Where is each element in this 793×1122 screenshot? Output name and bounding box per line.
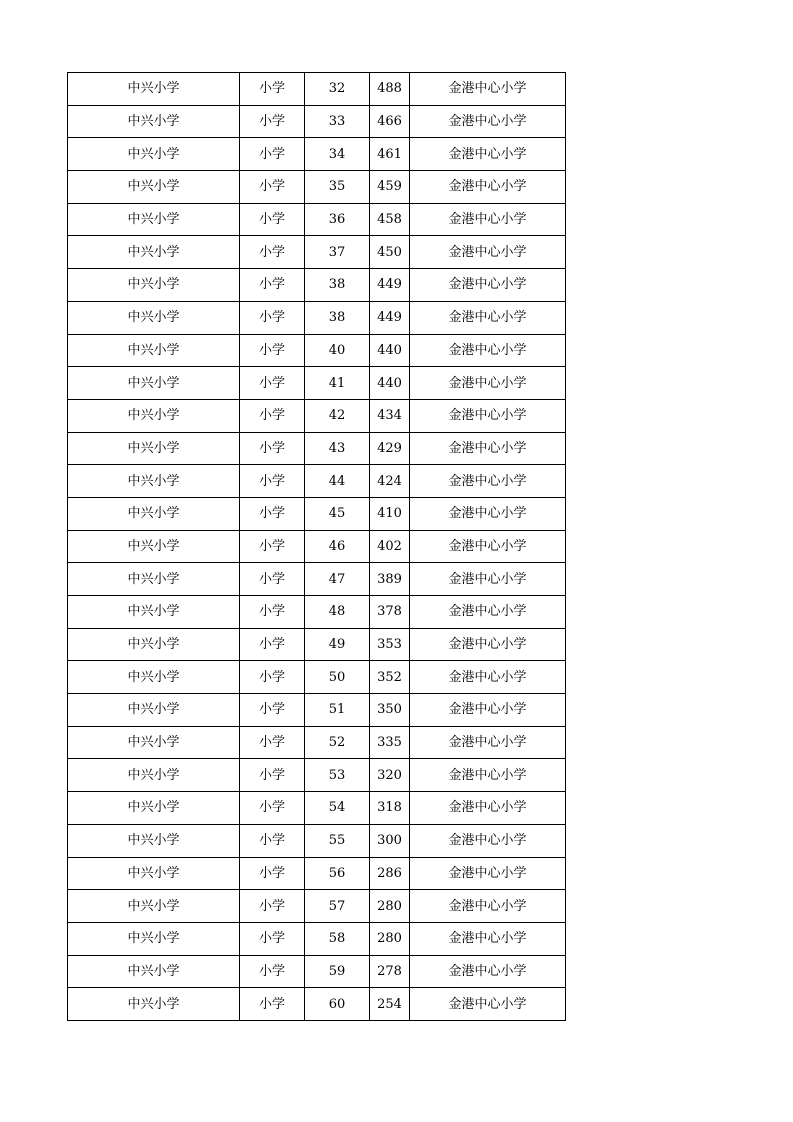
score-cell: 440 [370, 334, 410, 367]
table-row [68, 236, 566, 269]
rank-cell: 55 [305, 824, 370, 857]
table-row [68, 269, 566, 302]
score-cell: 320 [370, 759, 410, 792]
table-row [68, 432, 566, 465]
table-row [68, 726, 566, 759]
school-level-cell: 小学 [240, 171, 305, 204]
score-cell: 466 [370, 105, 410, 138]
school-level-cell: 小学 [240, 628, 305, 661]
score-cell: 335 [370, 726, 410, 759]
school-level-cell: 小学 [240, 563, 305, 596]
score-cell: 434 [370, 399, 410, 432]
school-level-cell: 小学 [240, 857, 305, 890]
school-name-cell: 中兴小学 [68, 922, 240, 955]
school-level-cell: 小学 [240, 203, 305, 236]
table-row [68, 334, 566, 367]
district-cell: 金港中心小学 [410, 922, 566, 955]
school-name-cell: 中兴小学 [68, 432, 240, 465]
score-cell: 424 [370, 465, 410, 498]
rank-cell: 44 [305, 465, 370, 498]
score-cell: 449 [370, 301, 410, 334]
rank-cell: 37 [305, 236, 370, 269]
table-row [68, 367, 566, 400]
rank-cell: 50 [305, 661, 370, 694]
rank-cell: 38 [305, 269, 370, 302]
table-row [68, 73, 566, 106]
district-cell: 金港中心小学 [410, 497, 566, 530]
school-level-cell: 小学 [240, 73, 305, 106]
score-cell: 488 [370, 73, 410, 106]
school-level-cell: 小学 [240, 105, 305, 138]
district-cell: 金港中心小学 [410, 203, 566, 236]
table-row [68, 465, 566, 498]
district-cell: 金港中心小学 [410, 105, 566, 138]
school-level-cell: 小学 [240, 432, 305, 465]
school-name-cell: 中兴小学 [68, 203, 240, 236]
score-cell: 402 [370, 530, 410, 563]
school-level-cell: 小学 [240, 890, 305, 923]
score-cell: 352 [370, 661, 410, 694]
school-level-cell: 小学 [240, 694, 305, 727]
score-cell: 449 [370, 269, 410, 302]
rank-cell: 47 [305, 563, 370, 596]
district-cell: 金港中心小学 [410, 269, 566, 302]
table-row [68, 563, 566, 596]
school-level-cell: 小学 [240, 922, 305, 955]
score-cell: 459 [370, 171, 410, 204]
school-level-cell: 小学 [240, 138, 305, 171]
table-row [68, 759, 566, 792]
rank-cell: 35 [305, 171, 370, 204]
district-cell: 金港中心小学 [410, 694, 566, 727]
rank-cell: 60 [305, 988, 370, 1021]
school-name-cell: 中兴小学 [68, 988, 240, 1021]
school-name-cell: 中兴小学 [68, 792, 240, 825]
score-cell: 461 [370, 138, 410, 171]
table-row [68, 824, 566, 857]
school-name-cell: 中兴小学 [68, 399, 240, 432]
district-cell: 金港中心小学 [410, 236, 566, 269]
school-level-cell: 小学 [240, 824, 305, 857]
district-cell: 金港中心小学 [410, 563, 566, 596]
rank-cell: 58 [305, 922, 370, 955]
district-cell: 金港中心小学 [410, 759, 566, 792]
school-level-cell: 小学 [240, 497, 305, 530]
rank-cell: 51 [305, 694, 370, 727]
rank-cell: 56 [305, 857, 370, 890]
score-cell: 286 [370, 857, 410, 890]
school-name-cell: 中兴小学 [68, 301, 240, 334]
table-row [68, 694, 566, 727]
table-row [68, 661, 566, 694]
school-level-cell: 小学 [240, 301, 305, 334]
district-cell: 金港中心小学 [410, 628, 566, 661]
table-row [68, 105, 566, 138]
district-cell: 金港中心小学 [410, 367, 566, 400]
data-table [67, 72, 566, 1021]
table-row [68, 955, 566, 988]
district-cell: 金港中心小学 [410, 955, 566, 988]
school-name-cell: 中兴小学 [68, 367, 240, 400]
rank-cell: 52 [305, 726, 370, 759]
school-name-cell: 中兴小学 [68, 726, 240, 759]
school-name-cell: 中兴小学 [68, 596, 240, 629]
district-cell: 金港中心小学 [410, 988, 566, 1021]
table-body [68, 73, 566, 1021]
district-cell: 金港中心小学 [410, 661, 566, 694]
school-level-cell: 小学 [240, 465, 305, 498]
school-level-cell: 小学 [240, 334, 305, 367]
rank-cell: 32 [305, 73, 370, 106]
table-row [68, 138, 566, 171]
score-cell: 458 [370, 203, 410, 236]
score-cell: 280 [370, 922, 410, 955]
rank-cell: 34 [305, 138, 370, 171]
district-cell: 金港中心小学 [410, 334, 566, 367]
table-row [68, 203, 566, 236]
rank-cell: 49 [305, 628, 370, 661]
score-cell: 278 [370, 955, 410, 988]
district-cell: 金港中心小学 [410, 596, 566, 629]
school-name-cell: 中兴小学 [68, 694, 240, 727]
school-name-cell: 中兴小学 [68, 530, 240, 563]
table-row [68, 301, 566, 334]
district-cell: 金港中心小学 [410, 530, 566, 563]
school-name-cell: 中兴小学 [68, 955, 240, 988]
school-name-cell: 中兴小学 [68, 138, 240, 171]
school-name-cell: 中兴小学 [68, 497, 240, 530]
district-cell: 金港中心小学 [410, 301, 566, 334]
school-level-cell: 小学 [240, 367, 305, 400]
table-row [68, 922, 566, 955]
school-name-cell: 中兴小学 [68, 269, 240, 302]
score-cell: 429 [370, 432, 410, 465]
district-cell: 金港中心小学 [410, 857, 566, 890]
district-cell: 金港中心小学 [410, 432, 566, 465]
score-cell: 318 [370, 792, 410, 825]
table-row [68, 497, 566, 530]
table-row [68, 628, 566, 661]
school-name-cell: 中兴小学 [68, 105, 240, 138]
school-level-cell: 小学 [240, 596, 305, 629]
school-level-cell: 小学 [240, 988, 305, 1021]
school-name-cell: 中兴小学 [68, 857, 240, 890]
district-cell: 金港中心小学 [410, 890, 566, 923]
district-cell: 金港中心小学 [410, 726, 566, 759]
school-name-cell: 中兴小学 [68, 171, 240, 204]
rank-cell: 36 [305, 203, 370, 236]
rank-cell: 59 [305, 955, 370, 988]
table-row [68, 171, 566, 204]
school-name-cell: 中兴小学 [68, 890, 240, 923]
district-cell: 金港中心小学 [410, 73, 566, 106]
school-level-cell: 小学 [240, 661, 305, 694]
table-row [68, 399, 566, 432]
school-level-cell: 小学 [240, 399, 305, 432]
school-name-cell: 中兴小学 [68, 334, 240, 367]
school-level-cell: 小学 [240, 759, 305, 792]
table-row [68, 596, 566, 629]
district-cell: 金港中心小学 [410, 792, 566, 825]
school-name-cell: 中兴小学 [68, 661, 240, 694]
district-cell: 金港中心小学 [410, 465, 566, 498]
score-cell: 254 [370, 988, 410, 1021]
rank-cell: 54 [305, 792, 370, 825]
score-cell: 440 [370, 367, 410, 400]
score-cell: 353 [370, 628, 410, 661]
school-name-cell: 中兴小学 [68, 824, 240, 857]
score-cell: 389 [370, 563, 410, 596]
score-cell: 300 [370, 824, 410, 857]
school-level-cell: 小学 [240, 530, 305, 563]
table-row [68, 890, 566, 923]
school-name-cell: 中兴小学 [68, 236, 240, 269]
score-cell: 450 [370, 236, 410, 269]
rank-cell: 42 [305, 399, 370, 432]
school-name-cell: 中兴小学 [68, 628, 240, 661]
school-name-cell: 中兴小学 [68, 759, 240, 792]
school-level-cell: 小学 [240, 269, 305, 302]
rank-cell: 46 [305, 530, 370, 563]
school-level-cell: 小学 [240, 955, 305, 988]
score-cell: 350 [370, 694, 410, 727]
rank-cell: 41 [305, 367, 370, 400]
rank-cell: 43 [305, 432, 370, 465]
school-name-cell: 中兴小学 [68, 73, 240, 106]
table-row [68, 857, 566, 890]
school-name-cell: 中兴小学 [68, 465, 240, 498]
score-cell: 280 [370, 890, 410, 923]
school-level-cell: 小学 [240, 726, 305, 759]
rank-cell: 45 [305, 497, 370, 530]
score-cell: 410 [370, 497, 410, 530]
district-cell: 金港中心小学 [410, 824, 566, 857]
rank-cell: 48 [305, 596, 370, 629]
district-cell: 金港中心小学 [410, 138, 566, 171]
table-row [68, 530, 566, 563]
district-cell: 金港中心小学 [410, 171, 566, 204]
rank-cell: 40 [305, 334, 370, 367]
rank-cell: 57 [305, 890, 370, 923]
school-name-cell: 中兴小学 [68, 563, 240, 596]
table-row [68, 988, 566, 1021]
school-level-cell: 小学 [240, 792, 305, 825]
district-cell: 金港中心小学 [410, 399, 566, 432]
score-cell: 378 [370, 596, 410, 629]
table-row [68, 792, 566, 825]
rank-cell: 38 [305, 301, 370, 334]
rank-cell: 53 [305, 759, 370, 792]
rank-cell: 33 [305, 105, 370, 138]
school-level-cell: 小学 [240, 236, 305, 269]
